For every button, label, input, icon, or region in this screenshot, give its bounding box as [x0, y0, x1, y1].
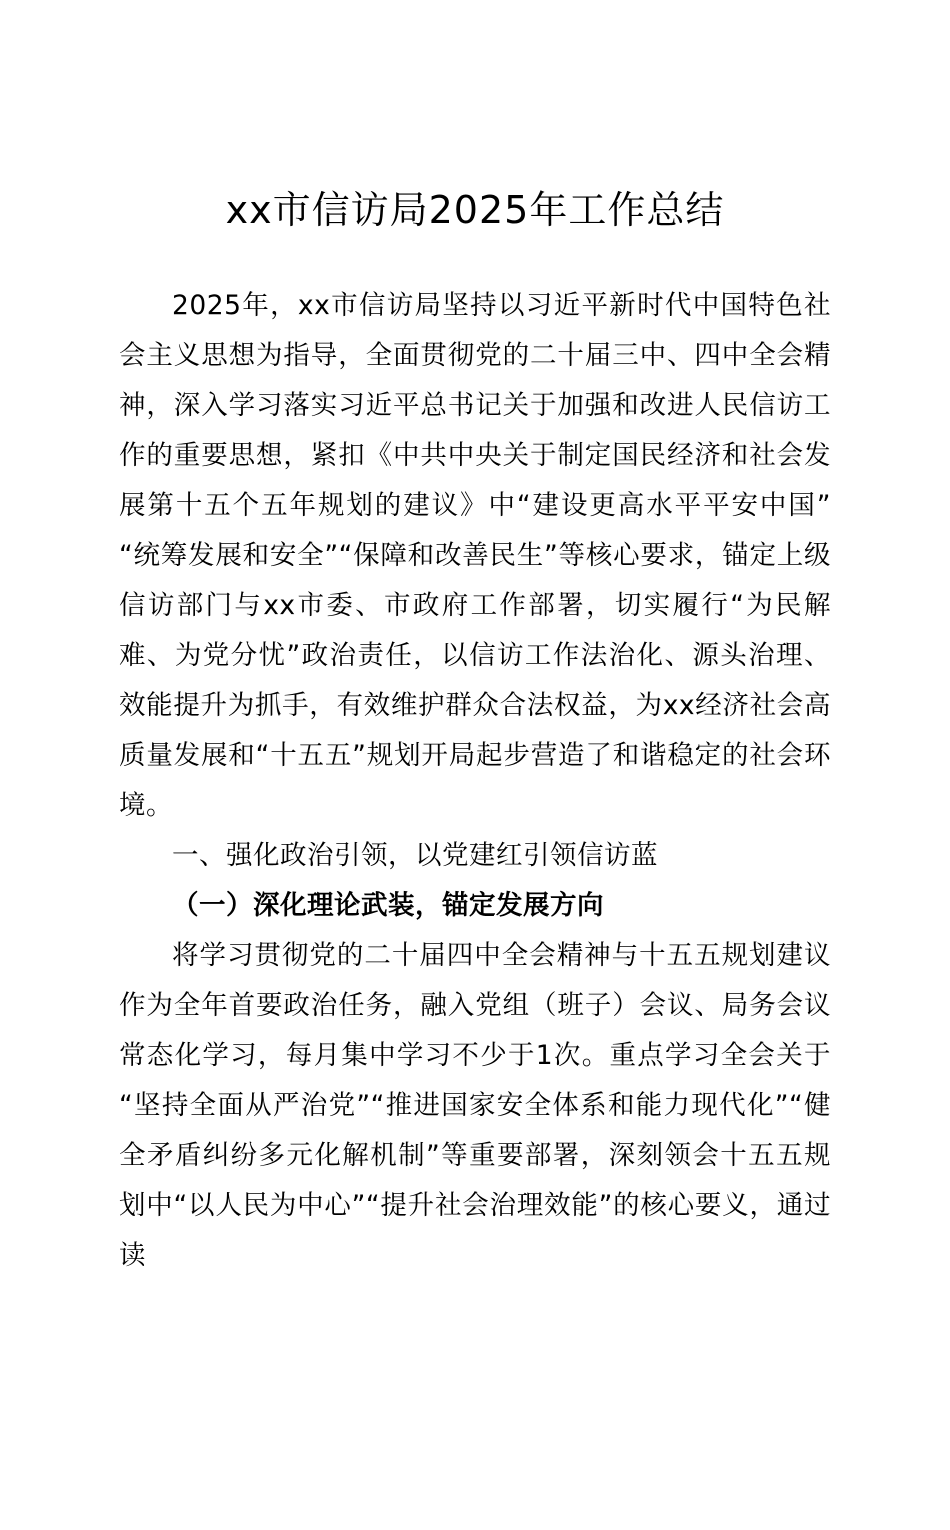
paragraph-intro: 2025年，xx市信访局坚持以习近平新时代中国特色社会主义思想为指导，全面贯彻党的二十届三中、四中全会精神，深入学习落实习近平总书记关于加强和改进人民信访工作的重要思想，紧扣《中共中央关于制定国民经济和社会发展第十五个五年规划的建议》中“建设更高水平平安中国”“统筹发展和安全”“保障和改善民生”等核心要求，锚定上级信访部门与xx市委、市政府工作部署，切实履行“为民解难、为党分忧”政治责任，以信访工作法治化、源头治理、效能提升为抓手，有效维护群众合法权益，为xx经济社会高质量发展和“十五五”规划开局起步营造了和谐稳定的社会环境。: [119, 290, 831, 821]
section-heading-1: 一、强化政治引领，以党建红引领信访蓝: [172, 840, 658, 871]
document-page: [0, 186, 950, 1530]
document-title: xx市信访局2025年工作总结: [225, 188, 725, 232]
paragraph-theory-study: 将学习贯彻党的二十届四中全会精神与十五五规划建议作为全年首要政治任务，融入党组（班子）会议、局务会议常态化学习，每月集中学习不少于1次。重点学习全会关于“坚持全面从严治党”“推进国家安全体系和能力现代化”“健全矛盾纠纷多元化解机制”等重要部署，深刻领会十五五规划中“以人民为中心”“提升社会治理效能”的核心要义，通过读: [119, 940, 831, 1271]
subsection-heading-1-1: （一）深化理论武装，锚定发展方向: [172, 890, 604, 921]
